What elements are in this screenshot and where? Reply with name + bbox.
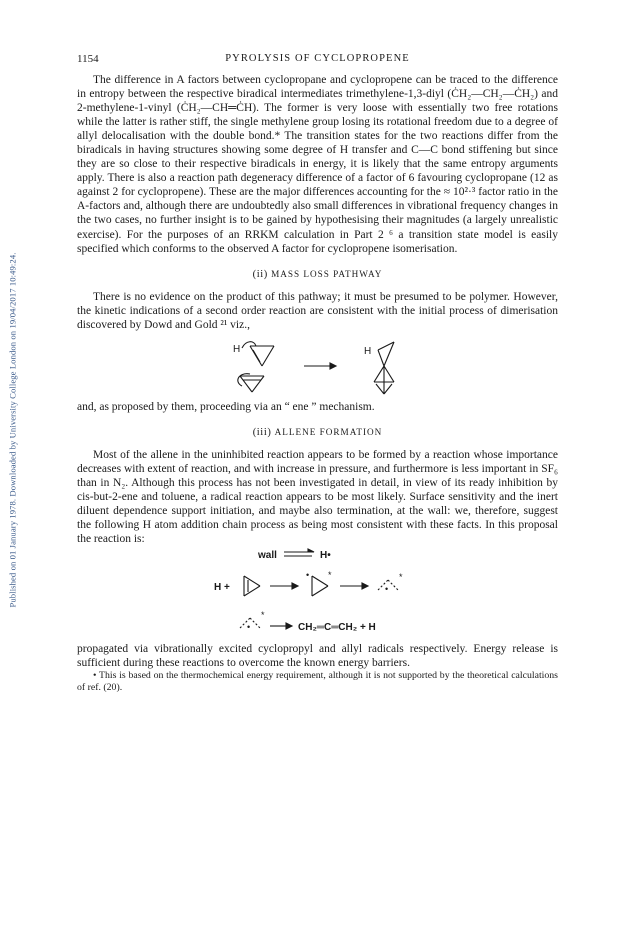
- product-dimer: [374, 342, 394, 394]
- allene-chain-scheme: [188, 546, 448, 642]
- paragraph-mass-loss: There is no evidence on the product of this pathway; it must be presumed to be polymer. However, the kinetic indications of a second order reaction are consistent with the initial process of dimerisation discovered by Dowd and Gold ²¹ viz.,: [77, 290, 558, 331]
- arrow-to-cyclopropyl: [270, 583, 298, 589]
- wall-equilibrium-arrow: [284, 549, 314, 556]
- scheme-h-label-right: H: [363, 345, 371, 357]
- arrow-to-allene: [270, 623, 292, 629]
- allene-product-label: CH₂═C═CH₂ + H: [297, 622, 376, 634]
- section-title: ALLENE FORMATION: [274, 426, 383, 437]
- reactant-cyclopropenes: [237, 342, 273, 392]
- dimerisation-scheme: [208, 332, 428, 400]
- body-text: [77, 73, 558, 694]
- paragraph-entropy: The difference in A factors between cyclopropane and cyclopropene can be traced to the difference in entropy between the respective biradical intermediates trimethylene-1,3-diyl (ĊH₂—CH₂—ĊH₂) and 2-methylene-1-vinyl (ĊH₂—CH═ĊH). The former is very loose with essentially two free rotations while the latter is rather stiff, the single methylene group losing its rotational freedom due to a degree of allyl delocalisation with the double bond.* The transition states for the two reactions differ from the biradicals in having structures showing some degree of H transfer and C—C bond stiffening but since they are so close to their respective biradicals in energy, it is likely that the same entropy arguments apply. There is also a reaction path degeneracy difference of a factor of 6 favouring cyclopropane (12 as against 2 for cyclopropene). These are the major differences accounting for the ≈ 10²·³ factor ratio in the A-factors and, although there are undoubtedly also small differences in vibrational frequency changes in the two cases, no further insight is to be gained by hypothesising their magnitudes (a largely unrealistic exercise). For the purposes of an RRKM calculation in Part 2 ⁶ a transition state model is easily specified which conforms to the observed A factor for cyclopropene isomerisation.: [77, 74, 558, 255]
- svg-text:*: *: [327, 570, 332, 581]
- paragraph-allene: Most of the allene in the uninhibited reaction appears to be formed by a reaction whose importance decreases with extent of reaction, and with increase in pressure, and furthermore is less important in SF₆ than in N₂. Although this process has not been investigated in detail, in view of its ready inhibition by cis-but-2-ene and toluene, a radical reaction appears to be most likely. Surface sensitivity and the inert diluent dependence support initiation, and maybe also termination, at the wall: we, therefore, suggest the following H atom addition chain process as being most consistent with these facts. In this proposal the reaction is:: [77, 448, 558, 546]
- svg-text:•: •: [305, 570, 309, 581]
- section-heading-allene: [77, 425, 558, 440]
- running-head: [77, 53, 558, 67]
- download-watermark-text: Published on 01 January 1978. Downloaded by University College London on 19/04/2017 10:49:24.: [7, 252, 17, 608]
- section-heading-mass-loss: [77, 267, 558, 282]
- section-title: MASS LOSS PATHWAY: [271, 268, 383, 279]
- h-plus-label: H +: [213, 582, 230, 594]
- footnote: • This is based on the thermochemical energy requirement, although it is not supported by the theoretical calculations of ref. (20).: [77, 670, 558, 694]
- svg-text:*: *: [260, 610, 265, 621]
- h-radical-label: H•: [319, 550, 331, 562]
- scheme-h-label-left: H: [232, 343, 240, 355]
- wall-label: wall: [257, 550, 277, 562]
- svg-text:*: *: [398, 572, 403, 583]
- svg-text:•: •: [384, 584, 388, 595]
- download-watermark: [0, 130, 24, 730]
- reaction-arrow: [304, 363, 336, 369]
- page-number: 1154: [77, 53, 99, 65]
- svg-text:•: •: [246, 622, 250, 633]
- section-numeral: (ii): [252, 268, 268, 280]
- section-numeral: (iii): [252, 426, 272, 438]
- paragraph-ene: and, as proposed by them, proceeding via an “ ene ” mechanism.: [77, 400, 375, 413]
- cyclopropyl-radical: [312, 576, 328, 596]
- paragraph-propagation: propagated via vibrationally excited cyclopropyl and allyl radicals respectively. Energy release is sufficient during these reactions to overcome the known energy barriers.: [77, 643, 558, 670]
- arrow-to-allyl: [340, 583, 368, 589]
- cyclopropene: [244, 576, 260, 596]
- running-title: PYROLYSIS OF CYCLOPROPENE: [225, 53, 410, 64]
